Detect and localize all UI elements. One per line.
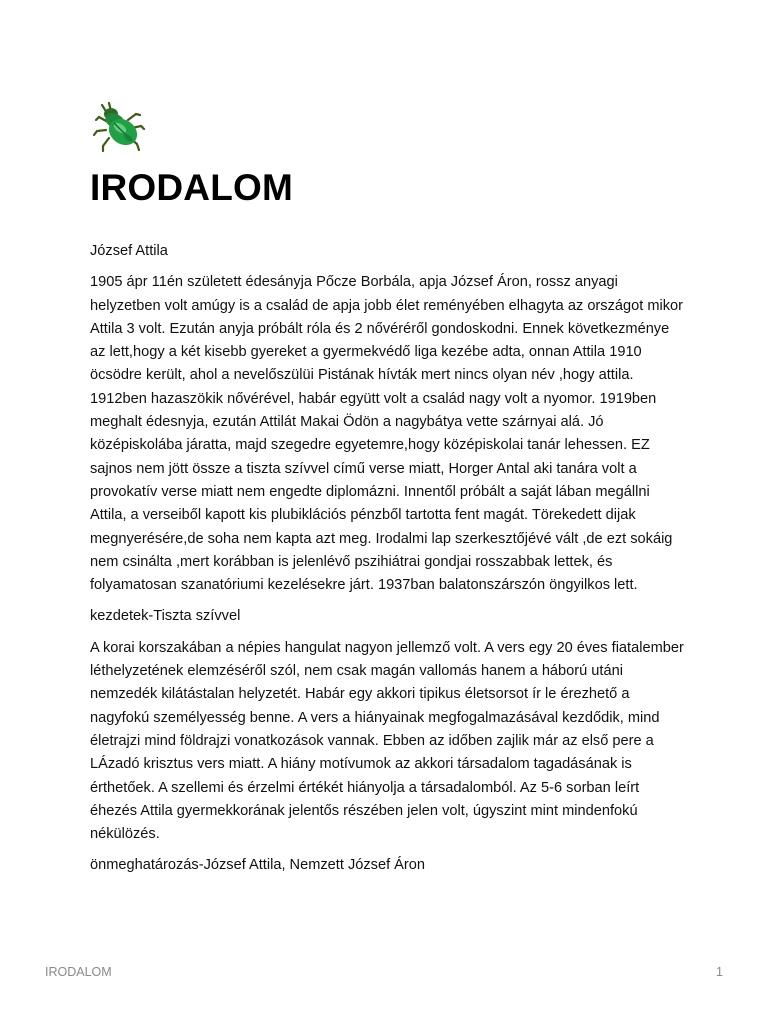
document-title: IRODALOM	[90, 167, 294, 208]
page-number: 1	[716, 965, 723, 979]
section-heading: önmeghatározás-József Attila, Nemzett József Áron	[90, 857, 426, 874]
document-body	[90, 240, 685, 886]
footer-title: IRODALOM	[45, 965, 112, 979]
biography-paragraph: 1905 ápr 11én született édesányja Pőcze Borbála, apja József Áron, rossz anyagi helyzetben volt amúgy is a család de apja jobb élet reményében elhagyta az országot mikor Attila 3 volt. Ezután anyja próbált róla és 2 nővéréről gondoskodni. Ennek következménye az lett,hogy a két kisebb gyereket a gyermekvédő liga kezébe adta, onnan Attila 1910 öcsödre került, ahol a nevelőszülüi Pistának hívták mert nincs olyan név ,hogy attila. 1912ben hazaszökik nővérével, habár együtt volt a család nagy volt a nyomor. 1919ben meghalt édesnyja, ezután Attilát Makai Ödön a nagybátya vette szárnyai alá. Jó középiskolába járatta, majd szegedre egyetemre,hogy középiskolai tanár lehessen. EZ sajnos nem jött össze a tiszta szívvel című verse miatt, Horger Antal aki tanára volt a provokatív verse miatt nem engedte diplomázni. Innentől próbált a saját lában megállni Attila, a verseiből kapott kis plubiklációs pénzből tartotta fent magát. Törekedett dijak megnyerésére,de soha nem kapta azt meg. Irodalmi lap szerkesztőjévé vált ,de ezt sokáig nem csinálta ,mert korábban is jelenlévő pszihiátrai gondjai rosszabbak lettek, és folyamatosan szanatóriumi kezelésekre járt. 1937ban balatonszárszón öngyilkos lett.	[90, 274, 684, 594]
section-heading: kezdetek-Tiszta szívvel	[90, 608, 241, 625]
subject-heading: József Attila	[90, 243, 168, 259]
beetle-icon	[90, 98, 148, 156]
analysis-paragraph: A korai korszakában a népies hangulat nagyon jellemző volt. A vers egy 20 éves fiatalember léthelyzetének elemzéséről szól, nem csak magán vallomás hanem a háború utáni nemzedék kilátástalan helyzetét. Habár egy akkori tipikus életsorsot ír le érezhető a nagyfokú személyesség benne. A vers a hiányainak megfogalmazásával kezdődik, mind életrajzi mind földrajzi vonatkozások vannak. Ebben az időben zajlik már az első pere a LÁzadó krisztus vers miatt. A hiány motívumok az akkori társadalom tagadásának is érthetőek. A szellemi és érzelmi értékét hiányolja a társadalomból. Az 5-6 sorban leírt éhezés Attila gyermekkorának jelentős részében jelen volt, úgyszint mint mindenfokú nékülözés.	[90, 639, 684, 843]
